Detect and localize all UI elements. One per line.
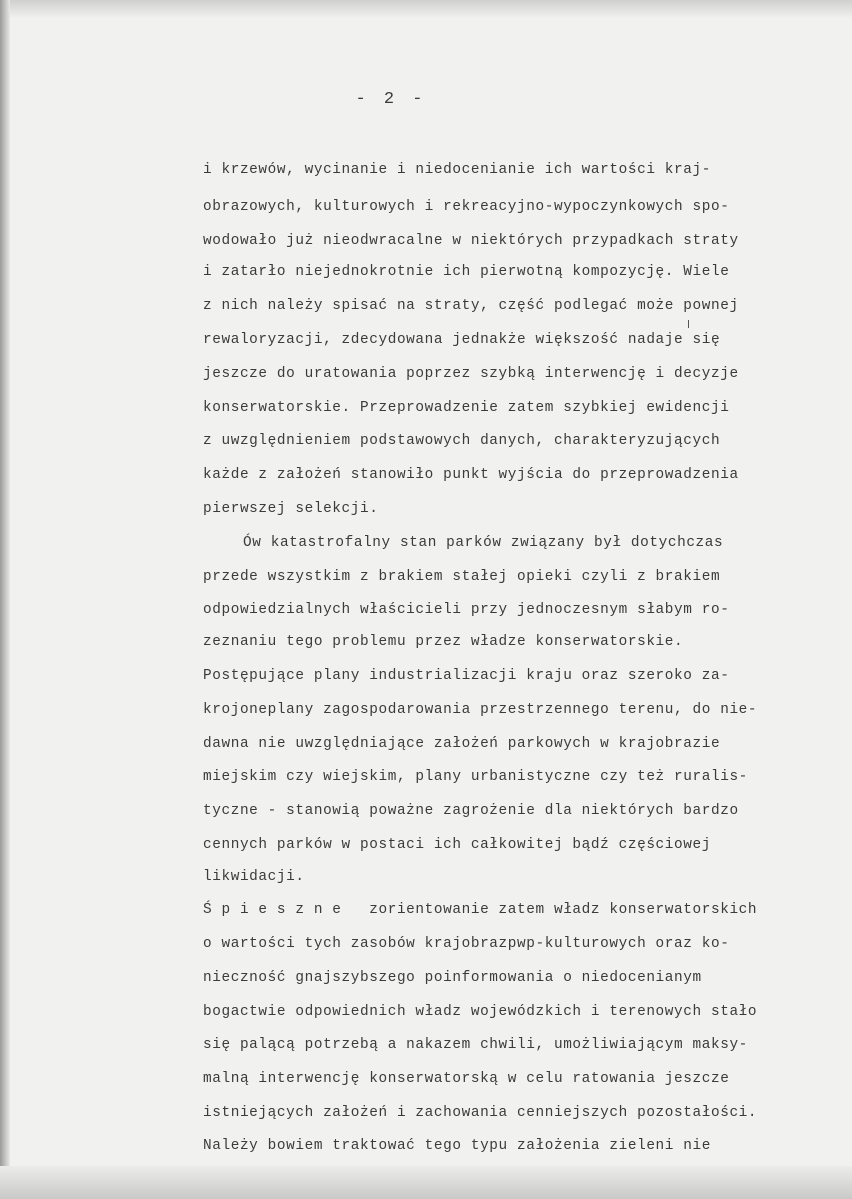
body-line: krojoneplany zagospodarowania przestrzennego terenu, do nie- bbox=[203, 702, 758, 718]
body-line: obrazowych, kulturowych i rekreacyjno-wypoczynkowych spo- bbox=[203, 199, 730, 215]
body-line: rewaloryzacji, zdecydowana jednakże większość nadaje się bbox=[203, 332, 721, 348]
body-line: z nich należy spisać na straty, część podlegać może pownej bbox=[203, 298, 739, 314]
body-line: miejskim czy wiejskim, plany urbanistyczne czy też ruralis- bbox=[203, 769, 748, 785]
body-line: Należy bowiem traktować tego typu założenia zieleni nie bbox=[203, 1138, 711, 1154]
body-line: każde z założeń stanowiło punkt wyjścia do przeprowadzenia bbox=[203, 467, 739, 483]
stray-pen-mark bbox=[688, 320, 689, 328]
scan-top-shadow bbox=[0, 0, 852, 18]
body-line: konserwatorskie. Przeprowadzenie zatem szybkiej ewidencji bbox=[203, 400, 730, 416]
body-line: istniejących założeń i zachowania cenniejszych pozostałości. bbox=[203, 1105, 758, 1121]
body-line: o wartości tych zasobów krajobrazpwp-kulturowych oraz ko- bbox=[203, 936, 730, 952]
body-line: cennych parków w postaci ich całkowitej bądź częściowej bbox=[203, 837, 711, 853]
page-number: - 2 - bbox=[355, 90, 427, 109]
body-line: bogactwie odpowiednich władz wojewódzkich i terenowych stało bbox=[203, 1004, 758, 1020]
body-line: likwidacji. bbox=[203, 869, 305, 885]
body-line: Ów katastrofalny stan parków związany był dotychczas bbox=[243, 535, 724, 551]
body-line: i krzewów, wycinanie i niedocenianie ich wartości kraj- bbox=[203, 162, 711, 178]
body-line: wodowało już nieodwracalne w niektórych przypadkach straty bbox=[203, 233, 739, 249]
body-line: malną interwencję konserwatorską w celu ratowania jeszcze bbox=[203, 1071, 730, 1087]
body-line: z uwzględnieniem podstawowych danych, charakteryzujących bbox=[203, 433, 721, 449]
body-line: jeszcze do uratowania poprzez szybką interwencję i decyzje bbox=[203, 366, 739, 382]
body-line: pierwszej selekcji. bbox=[203, 501, 379, 517]
scan-bottom-shadow bbox=[0, 1166, 852, 1199]
body-line: się palącą potrzebą a nakazem chwili, umożliwiającym maksy- bbox=[203, 1037, 748, 1053]
body-line: zeznaniu tego problemu przez władze konserwatorskie. bbox=[203, 634, 684, 650]
scan-left-shadow bbox=[0, 0, 10, 1199]
body-line: przede wszystkim z brakiem stałej opieki czyli z brakiem bbox=[203, 569, 721, 585]
body-line: nieczność gnajszybszego poinformowania o niedocenianym bbox=[203, 970, 702, 986]
body-line: Ś p i e s z n e zorientowanie zatem władz konserwatorskich bbox=[203, 902, 758, 918]
body-line: Postępujące plany industrializacji kraju oraz szeroko za- bbox=[203, 668, 730, 684]
body-line: i zatarło niejednokrotnie ich pierwotną kompozycję. Wiele bbox=[203, 264, 730, 280]
body-line: tyczne - stanowią poważne zagrożenie dla niektórych bardzo bbox=[203, 803, 739, 819]
body-line: odpowiedzialnych właścicieli przy jednoczesnym słabym ro- bbox=[203, 602, 730, 618]
body-line: dawna nie uwzględniające założeń parkowych w krajobrazie bbox=[203, 736, 721, 752]
